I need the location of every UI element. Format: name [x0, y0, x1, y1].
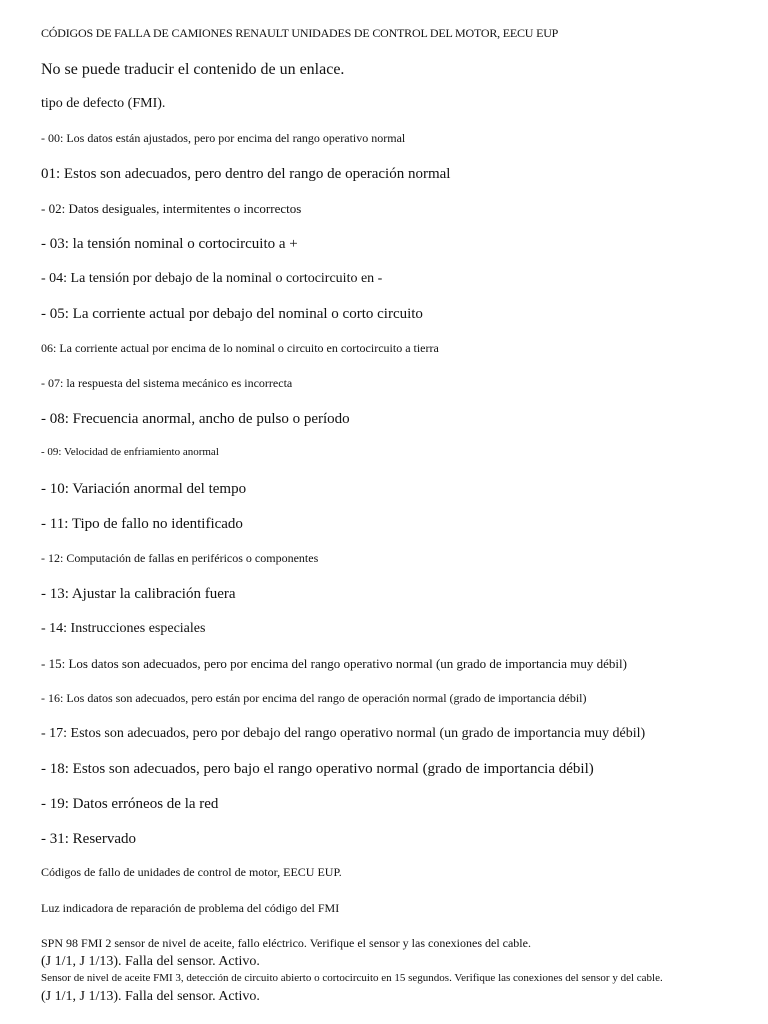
fmi-item-07: - 07: la respuesta del sistema mecánico es incorrecta [41, 376, 293, 390]
indicator-heading: Luz indicadora de reparación de problema del código del FMI [41, 901, 340, 915]
fmi-item-10: - 10: Variación anormal del tempo [41, 481, 247, 497]
fmi-item-02: - 02: Datos desiguales, intermitentes o incorrectos [41, 201, 302, 216]
fmi-item-15: - 15: Los datos son adecuados, pero por encima del rango operativo normal (un grado de importancia muy débil) [41, 656, 627, 671]
eecu-heading: Códigos de fallo de unidades de control de motor, EECU EUP. [41, 865, 342, 879]
fmi-item-05: - 05: La corriente actual por debajo del nominal o corto circuito [41, 306, 423, 322]
fmi-heading: tipo de defecto (FMI). [41, 96, 166, 111]
document-title: CÓDIGOS DE FALLA DE CAMIONES RENAULT UNIDADES DE CONTROL DEL MOTOR, EECU EUP [41, 26, 559, 40]
fmi-item-18: - 18: Estos son adecuados, pero bajo el rango operativo normal (grado de importancia débil) [41, 761, 594, 777]
fmi-item-04: - 04: La tensión por debajo de la nominal o cortocircuito en - [41, 271, 383, 286]
fmi-item-06: 06: La corriente actual por encima de lo nominal o circuito en cortocircuito a tierra [41, 341, 439, 355]
fmi-item-08: - 08: Frecuencia anormal, ancho de pulso o período [41, 411, 350, 427]
spn-line-3: Sensor de nivel de aceite FMI 3, detección de circuito abierto o cortocircuito en 15 segundos. Verifique las conexiones del sensor y del cable. [41, 972, 663, 984]
fmi-item-09: - 09: Velocidad de enfriamiento anormal [41, 446, 219, 458]
fmi-item-31: - 31: Reservado [41, 831, 136, 847]
fmi-item-11: - 11: Tipo de fallo no identificado [41, 516, 243, 532]
fmi-item-19: - 19: Datos erróneos de la red [41, 796, 219, 812]
fmi-item-03: - 03: la tensión nominal o cortocircuito a + [41, 236, 298, 252]
fmi-item-13: - 13: Ajustar la calibración fuera [41, 586, 236, 602]
spn-line-4: (J 1/1, J 1/13). Falla del sensor. Activo. [41, 989, 260, 1004]
fmi-item-14: - 14: Instrucciones especiales [41, 621, 206, 636]
link-notice: No se puede traducir el contenido de un enlace. [41, 61, 345, 78]
fmi-item-16: - 16: Los datos son adecuados, pero están por encima del rango de operación normal (grado de importancia débil) [41, 691, 587, 705]
fmi-item-12: - 12: Computación de fallas en periféricos o componentes [41, 551, 319, 565]
fmi-item-01: 01: Estos son adecuados, pero dentro del rango de operación normal [41, 166, 451, 182]
fmi-item-17: - 17: Estos son adecuados, pero por debajo del rango operativo normal (un grado de importancia muy débil) [41, 726, 646, 741]
spn-line-1: SPN 98 FMI 2 sensor de nivel de aceite, fallo eléctrico. Verifique el sensor y las conexiones del cable. [41, 936, 531, 950]
fmi-item-00: - 00: Los datos están ajustados, pero por encima del rango operativo normal [41, 131, 406, 145]
spn-line-2: (J 1/1, J 1/13). Falla del sensor. Activo. [41, 954, 260, 969]
